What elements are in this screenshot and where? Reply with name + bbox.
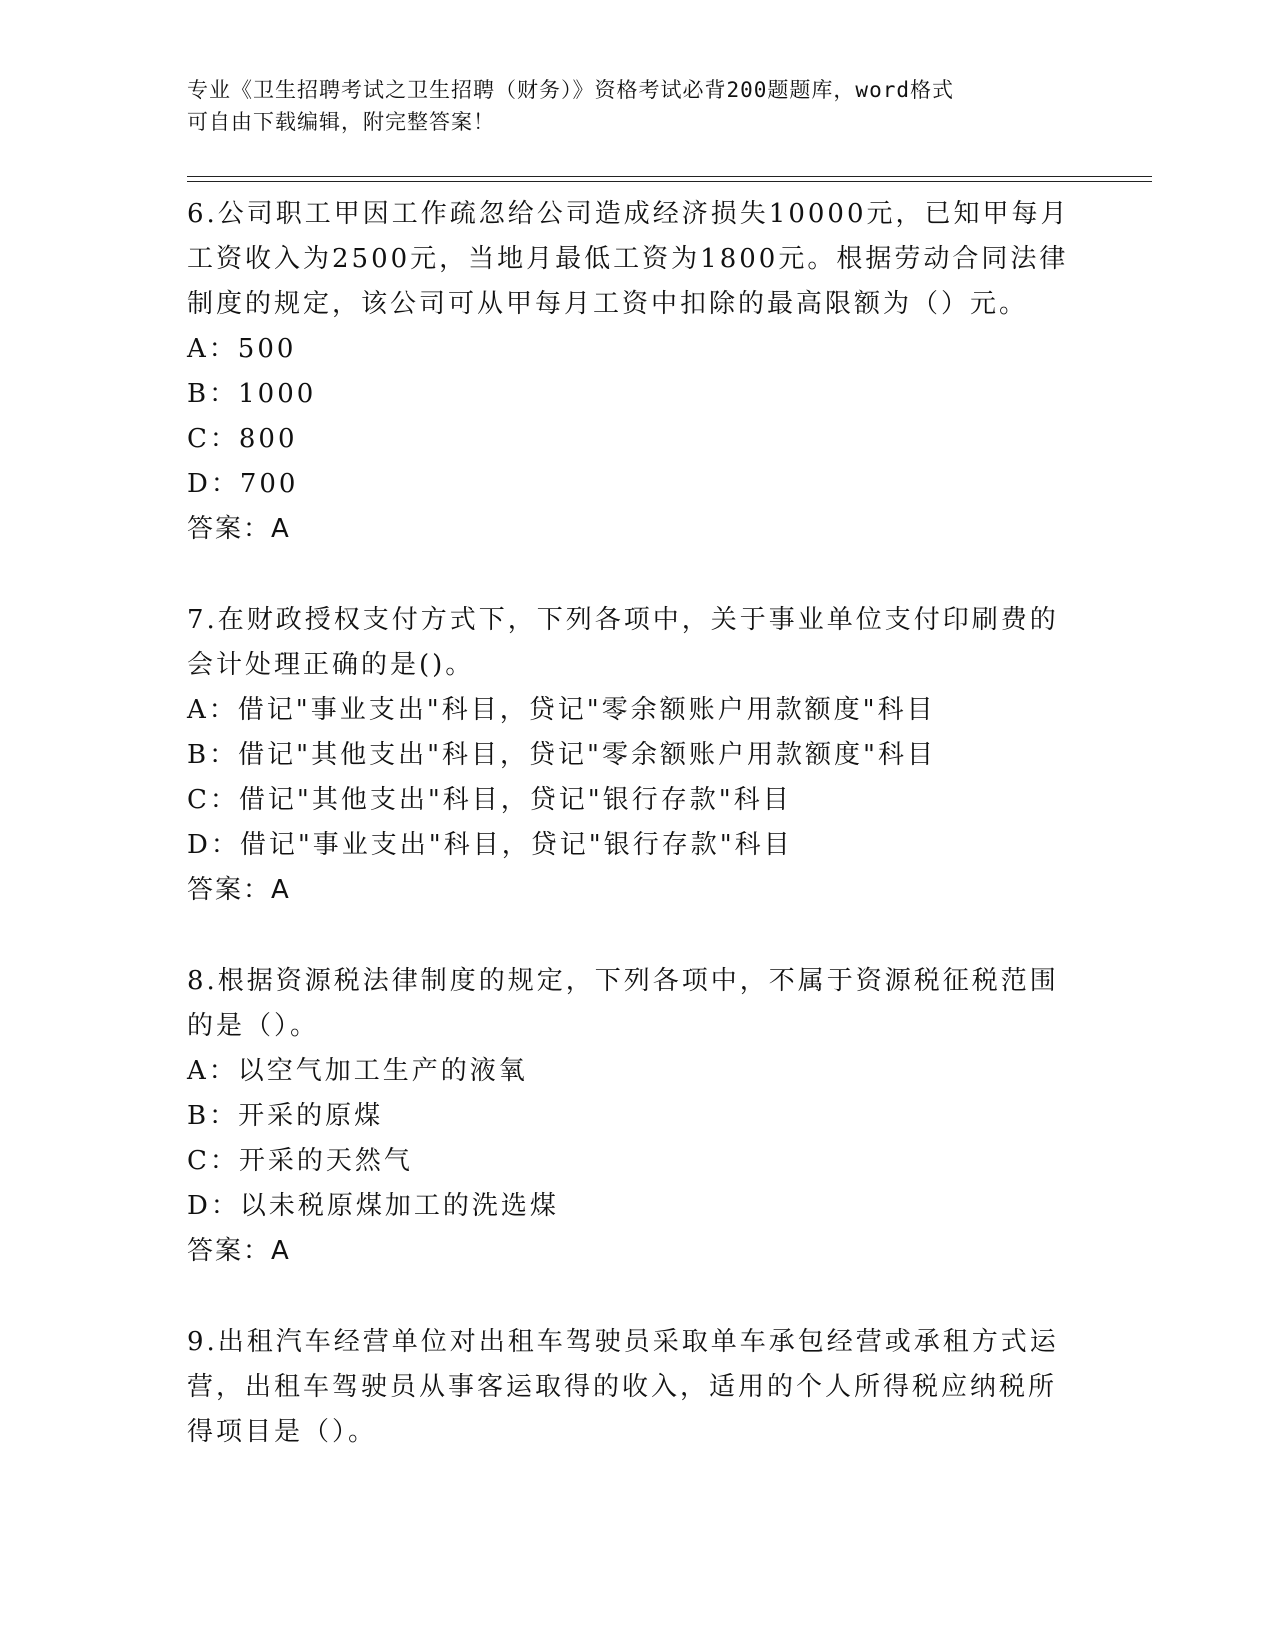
question-9: [187, 1320, 1107, 1455]
option-c: C：800: [187, 424, 298, 454]
question-stem: [187, 598, 1107, 688]
option-b: B：开采的原煤: [187, 1101, 384, 1131]
answer-line: 答案：A: [187, 875, 291, 905]
header-line: 可自由下载编辑，附完整答案！: [187, 110, 495, 134]
question-8: [187, 959, 1107, 1274]
answer-line: 答案：A: [187, 514, 291, 544]
question-stem: [187, 1320, 1107, 1455]
option-a: A：500: [187, 334, 297, 364]
question-stem: [187, 192, 1107, 327]
option-d: D：以未税原煤加工的洗选煤: [187, 1191, 559, 1221]
stem-line: 6.公司职工甲因工作疏忽给公司造成经济损失10000元，已知甲每月: [187, 199, 1070, 229]
stem-line: 制度的规定，该公司可从甲每月工资中扣除的最高限额为（）元。: [187, 289, 1029, 319]
stem-line: 的是（）。: [187, 1011, 320, 1041]
header-line: 专业《卫生招聘考试之卫生招聘（财务）》资格考试必背200题题库，word格式: [187, 78, 954, 102]
option-d: D：借记"事业支出"科目，贷记"银行存款"科目: [187, 830, 793, 860]
option-b: B：借记"其他支出"科目，贷记"零余额账户用款额度"科目: [187, 740, 936, 770]
header-divider-thin: [187, 176, 1152, 177]
option-c: C：借记"其他支出"科目，贷记"银行存款"科目: [187, 785, 792, 815]
stem-line: 会计处理正确的是()。: [187, 650, 475, 680]
stem-line: 9.出租汽车经营单位对出租车驾驶员采取单车承包经营或承租方式运: [187, 1327, 1059, 1357]
document-header: [187, 74, 1067, 138]
option-a: A：以空气加工生产的液氧: [187, 1056, 528, 1086]
question-stem: [187, 959, 1107, 1049]
header-divider-thick: [187, 181, 1152, 182]
stem-line: 7.在财政授权支付方式下，下列各项中，关于事业单位支付印刷费的: [187, 605, 1059, 635]
stem-line: 营，出租车驾驶员从事客运取得的收入，适用的个人所得税应纳税所: [187, 1372, 1058, 1402]
option-a: A：借记"事业支出"科目，贷记"零余额账户用款额度"科目: [187, 695, 936, 725]
question-list: [187, 192, 1107, 1501]
question-7: [187, 598, 1107, 913]
option-b: B：1000: [187, 379, 317, 409]
answer-line: 答案：A: [187, 1236, 291, 1266]
stem-line: 8.根据资源税法律制度的规定，下列各项中，不属于资源税征税范围: [187, 966, 1059, 996]
stem-line: 得项目是（）。: [187, 1417, 378, 1447]
stem-line: 工资收入为2500元，当地月最低工资为1800元。根据劳动合同法律: [187, 244, 1069, 274]
option-d: D：700: [187, 469, 299, 499]
option-c: C：开采的天然气: [187, 1146, 413, 1176]
question-6: [187, 192, 1107, 552]
